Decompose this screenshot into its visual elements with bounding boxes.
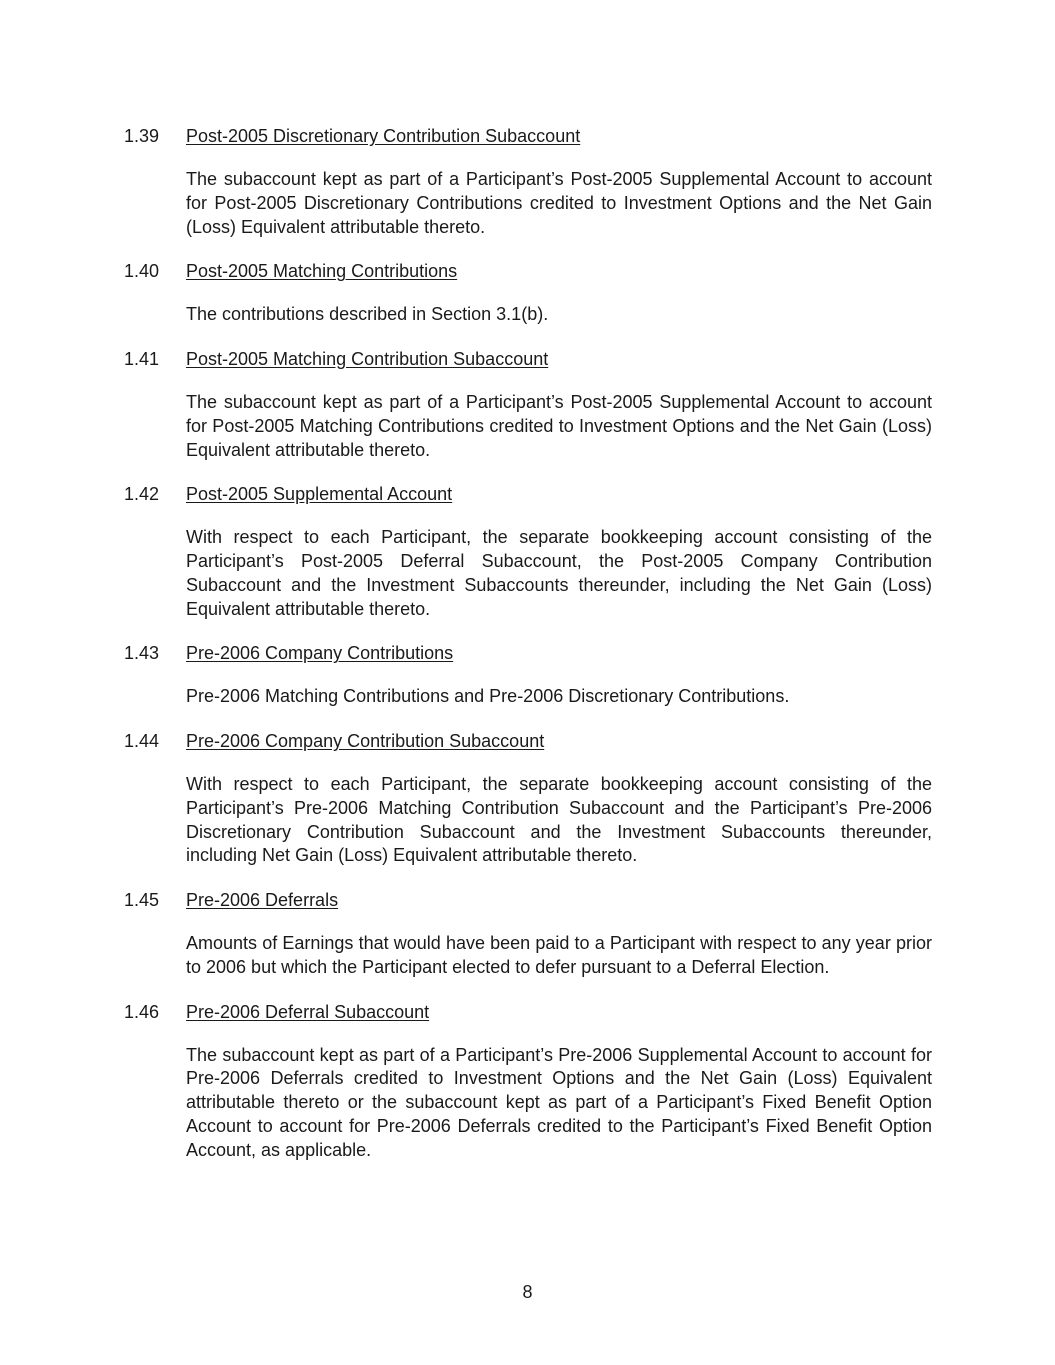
section-heading: [124, 259, 932, 283]
section-body: The subaccount kept as part of a Participant’s Pre-2006 Supplemental Account to account for Pre-2006 Deferrals credited to Investment Options and the Net Gain (Loss) Equivalent attributable thereto or the subaccount kept as part of a Participant’s Fixed Benefit Option Account to account for Pre-2006 Deferrals credited to the Participant’s Fixed Benefit Option Account, as applicable.: [186, 1044, 932, 1160]
definition-section-1-46: [124, 1000, 932, 1163]
section-title: Post-2005 Supplemental Account: [186, 484, 453, 505]
section-number: 1.40: [124, 261, 160, 282]
section-heading: [124, 482, 932, 506]
section-heading: [124, 729, 932, 753]
section-body: The subaccount kept as part of a Participant’s Post-2005 Supplemental Account to account for Post-2005 Discretionary Contributions credited to Investment Options and the Net Gain (Loss) Equivalent attributable thereto.: [186, 169, 932, 237]
section-heading: [124, 888, 932, 912]
definition-section-1-39: [124, 124, 932, 239]
section-heading: [124, 347, 932, 371]
section-title: Post-2005 Matching Contributions: [186, 261, 458, 282]
section-heading: [124, 124, 932, 148]
definition-section-1-43: [124, 641, 932, 709]
section-body: The subaccount kept as part of a Participant’s Post-2005 Supplemental Account to account for Post-2005 Matching Contributions credited to Investment Options and the Net Gain (Loss) Equivalent attributable thereto.: [186, 392, 932, 460]
definition-section-1-44: [124, 729, 932, 868]
section-heading: [124, 1000, 932, 1024]
section-title: Pre-2006 Company Contributions: [186, 643, 454, 664]
section-title: Pre-2006 Deferrals: [186, 890, 339, 910]
section-body: Amounts of Earnings that would have been paid to a Participant with respect to any year prior to 2006 but which the Participant elected to defer pursuant to a Deferral Election.: [186, 933, 932, 977]
section-body: With respect to each Participant, the separate bookkeeping account consisting of the Participant’s Post-2005 Deferral Subaccount, the Post-2005 Company Contribution Subaccount and the Investment Subaccounts thereunder, including the Net Gain (Loss) Equivalent attributable thereto.: [186, 527, 932, 619]
section-number: 1.43: [124, 643, 160, 664]
section-body: With respect to each Participant, the separate bookkeeping account consisting of the Participant’s Pre-2006 Matching Contribution Subaccount and the Participant’s Pre-2006 Discretionary Contribution Subaccount and the Investment Subaccounts thereunder, including Net Gain (Loss) Equivalent attributable thereto.: [186, 774, 932, 866]
section-body: The contributions described in Section 3.1(b).: [186, 304, 549, 325]
section-number: 1.46: [124, 1001, 160, 1022]
section-title: Post-2005 Discretionary Contribution Subaccount: [186, 126, 581, 146]
section-title: Pre-2006 Company Contribution Subaccount: [186, 731, 545, 751]
section-title: Pre-2006 Deferral Subaccount: [186, 1001, 430, 1022]
definition-section-1-40: [124, 259, 932, 327]
section-body: Pre-2006 Matching Contributions and Pre-2006 Discretionary Contributions.: [186, 686, 790, 707]
definitions-list: [124, 124, 932, 1182]
section-number: 1.45: [124, 890, 160, 910]
section-heading: [124, 641, 932, 665]
section-number: 1.44: [124, 731, 160, 751]
section-number: 1.41: [124, 349, 160, 369]
definition-section-1-45: [124, 888, 932, 980]
section-number: 1.39: [124, 126, 160, 146]
section-number: 1.42: [124, 484, 160, 505]
page-number: 8: [522, 1282, 533, 1302]
section-title: Post-2005 Matching Contribution Subaccount: [186, 349, 549, 369]
definition-section-1-41: [124, 347, 932, 462]
definition-section-1-42: [124, 482, 932, 621]
